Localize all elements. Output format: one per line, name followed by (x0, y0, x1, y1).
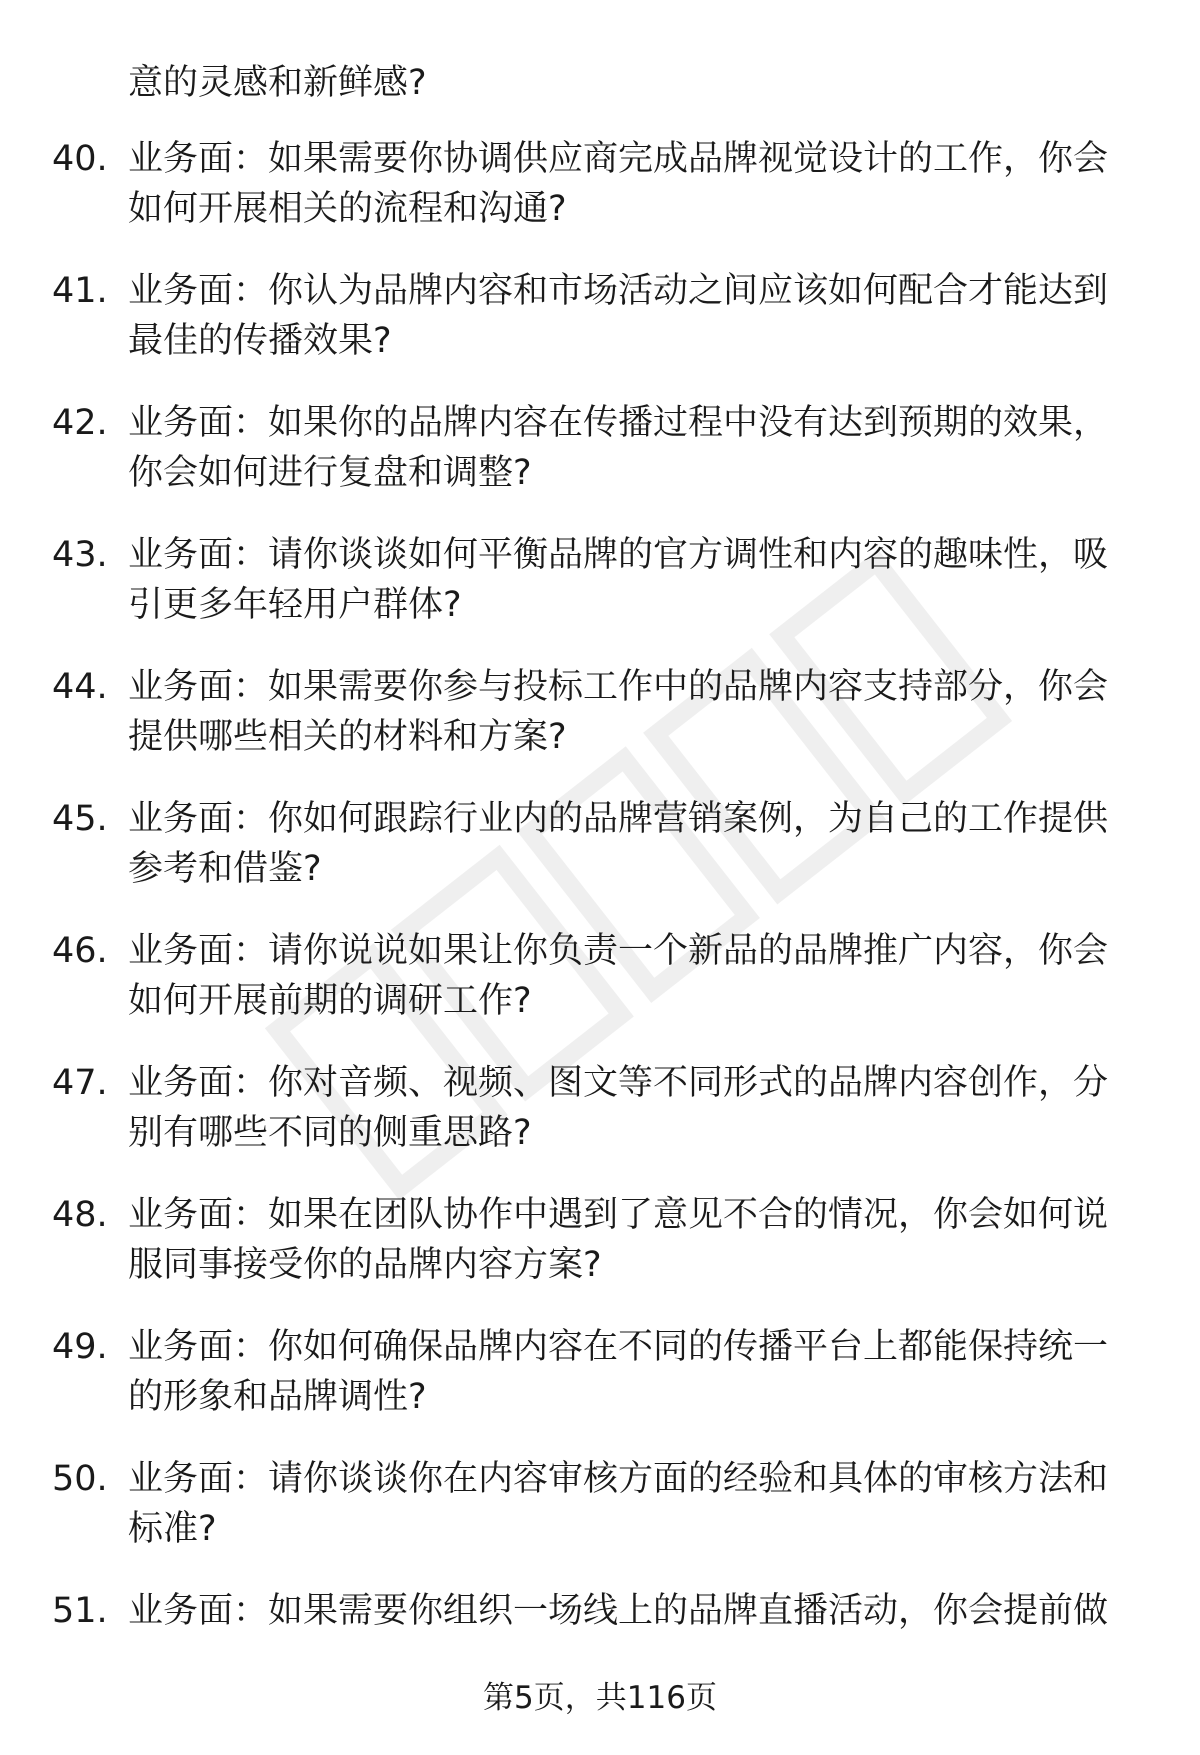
question-text: 业务面：如果需要你协调供应商完成品牌视觉设计的工作，你会如何开展相关的流程和沟通? (128, 139, 1109, 229)
list-item (0, 794, 1200, 926)
continued-question-text: 意的灵感和新鲜感? (128, 63, 427, 103)
question-text: 业务面：请你说说如果让你负责一个新品的品牌推广内容，你会如何开展前期的调研工作? (128, 931, 1109, 1021)
list-item (0, 1058, 1200, 1190)
question-number: 50. (52, 1459, 108, 1499)
question-number: 44. (52, 667, 108, 707)
question-text: 业务面：请你谈谈如何平衡品牌的官方调性和内容的趣味性，吸引更多年轻用户群体? (128, 535, 1109, 625)
question-number: 48. (52, 1195, 108, 1235)
question-number: 51. (52, 1591, 108, 1631)
question-number: 45. (52, 799, 108, 839)
question-number: 41. (52, 271, 108, 311)
list-item (0, 1322, 1200, 1454)
question-text: 业务面：你认为品牌内容和市场活动之间应该如何配合才能达到最佳的传播效果? (128, 271, 1109, 361)
question-number: 42. (52, 403, 108, 443)
list-item (0, 662, 1200, 794)
question-number: 47. (52, 1063, 108, 1103)
page-footer: 第5页，共116页 (483, 1680, 717, 1716)
question-number: 49. (52, 1327, 108, 1367)
list-item (0, 530, 1200, 662)
question-text: 业务面：如果在团队协作中遇到了意见不合的情况，你会如何说服同事接受你的品牌内容方案? (128, 1195, 1109, 1285)
question-text: 业务面：如果需要你参与投标工作中的品牌内容支持部分，你会提供哪些相关的材料和方案? (128, 667, 1109, 757)
list-item (0, 134, 1200, 266)
question-text: 业务面：如果需要你组织一场线上的品牌直播活动，你会提前做 (128, 1591, 1109, 1631)
question-number: 46. (52, 931, 108, 971)
question-number: 43. (52, 535, 108, 575)
question-text: 业务面：如果你的品牌内容在传播过程中没有达到预期的效果，你会如何进行复盘和调整? (128, 403, 1109, 493)
list-item (0, 398, 1200, 530)
list-item (0, 1190, 1200, 1322)
question-text: 业务面：请你谈谈你在内容审核方面的经验和具体的审核方法和标准? (128, 1459, 1109, 1549)
question-text: 业务面：你如何跟踪行业内的品牌营销案例，为自己的工作提供参考和借鉴? (128, 799, 1109, 889)
list-item (0, 266, 1200, 398)
question-text: 业务面：你如何确保品牌内容在不同的传播平台上都能保持统一的形象和品牌调性? (128, 1327, 1109, 1417)
list-item (0, 926, 1200, 1058)
question-number: 40. (52, 139, 108, 179)
list-item (0, 1454, 1200, 1586)
question-text: 业务面：你对音频、视频、图文等不同形式的品牌内容创作，分别有哪些不同的侧重思路? (128, 1063, 1109, 1153)
question-list (0, 134, 1200, 1718)
